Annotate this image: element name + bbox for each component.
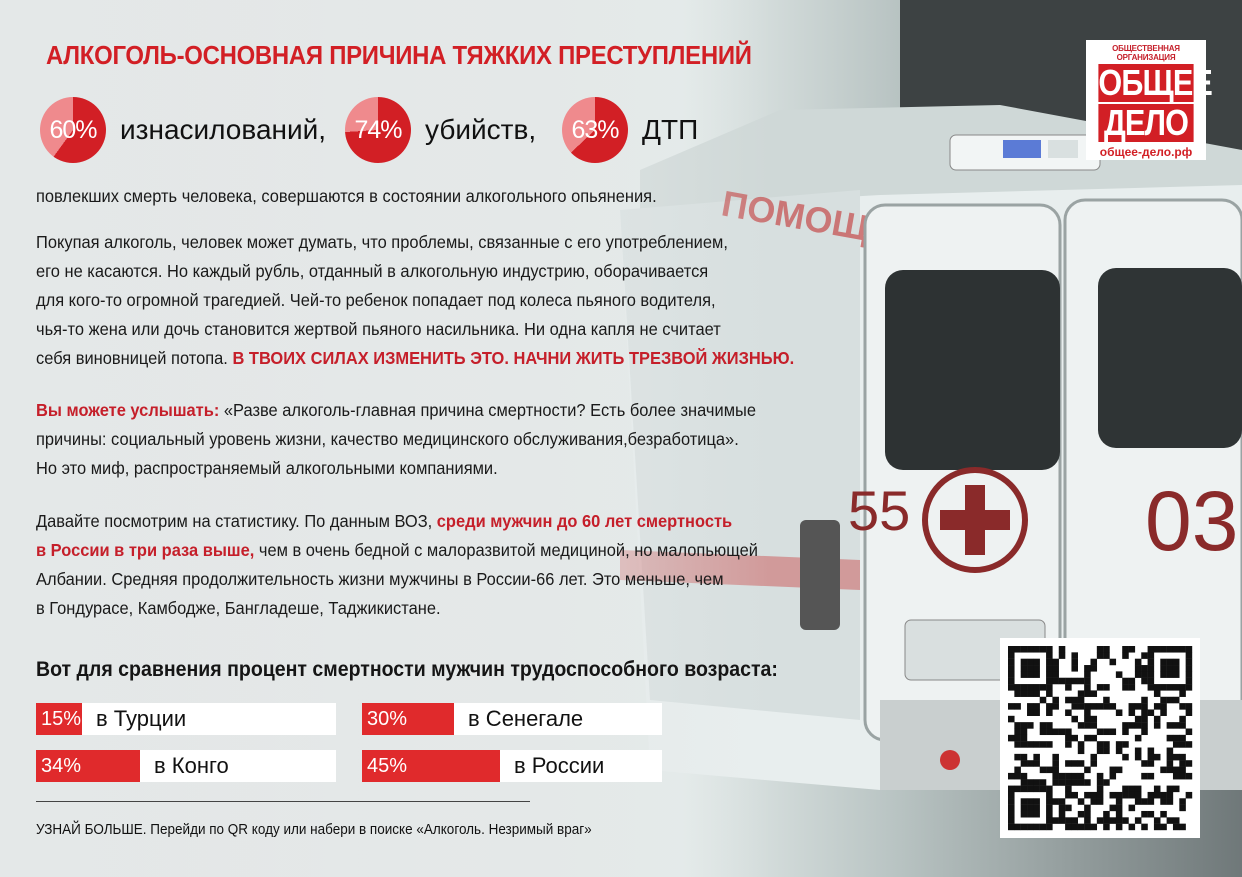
qr-code[interactable]	[1000, 638, 1200, 838]
paragraph-line: чья-то жена или дочь становится жертвой пьяного насильника. Ни одна капля не считает	[36, 319, 721, 339]
bar-country: в Конго	[154, 753, 229, 778]
paragraph-line: Албании. Средняя продолжительность жизни мужчины в России-66 лет. Это меньше, чем	[36, 569, 724, 589]
paragraph-highlight: среди мужчин до 60 лет смертность	[436, 511, 733, 531]
stats-caption: повлекших смерть человека, совершаются в состоянии алкогольного опьянения.	[36, 186, 657, 206]
bar-country: в Турции	[96, 706, 187, 731]
bar-fill	[362, 703, 454, 735]
paragraph-line	[36, 396, 756, 426]
paragraph-line: Но это миф, распространяемый алкогольными компаниями.	[36, 458, 498, 478]
bar-percent: 34%	[41, 754, 82, 777]
comparison-bar-senegal	[362, 703, 662, 735]
paragraph-line: для кого-то огромной трагедией. Чей-то ребенок попадает под колеса пьяного водителя,	[36, 290, 716, 310]
paragraph-line	[36, 507, 732, 537]
comparison-bar-turkey	[36, 703, 336, 735]
page-title: АЛКОГОЛЬ-ОСНОВНАЯ ПРИЧИНА ТЯЖКИХ ПРЕСТУПЛЕНИЙ	[46, 40, 752, 70]
bar-country: в России	[514, 753, 605, 778]
logo-line1: ОБЩЕЕ	[1098, 62, 1212, 103]
bar-fill	[36, 703, 82, 735]
comparison-title: Вот для сравнения процент смертности мужчин трудоспособного возраста:	[36, 658, 778, 681]
stat-percent: 63%	[571, 115, 619, 144]
paragraph-line: в Гондурасе, Камбодже, Бангладеше, Таджикистане.	[36, 598, 441, 618]
comparison-bar-congo	[36, 750, 336, 782]
pie-icon	[562, 97, 628, 163]
paragraph-text: «Разве алкоголь-главная причина смертности? Есть более значимые	[219, 400, 756, 420]
paragraph-line	[36, 344, 794, 374]
bar-percent: 30%	[367, 707, 408, 730]
logo-org-label: ОБЩЕСТВЕННАЯ ОРГАНИЗАЦИЯ	[1112, 44, 1180, 62]
logo-line2: ДЕЛО	[1098, 104, 1193, 142]
bar-percent: 15%	[41, 707, 82, 730]
paragraph-lead: Вы можете услышать:	[36, 400, 220, 420]
divider	[36, 801, 530, 802]
stat-murder	[345, 95, 536, 165]
stat-accidents	[562, 95, 698, 165]
bar-percent: 45%	[367, 754, 408, 777]
paragraph-text: чем в очень бедной с малоразвитой медициной, но малопьющей	[254, 540, 758, 560]
stat-rape	[40, 95, 326, 165]
pie-icon	[40, 97, 106, 163]
paragraph-line	[36, 536, 758, 566]
bar-fill	[362, 750, 500, 782]
paragraph-text: Давайте посмотрим на статистику. По данным ВОЗ,	[36, 511, 437, 531]
logo-site: общее-дело.рф	[1099, 145, 1193, 159]
paragraph-text: себя виновницей потопа.	[36, 348, 228, 368]
organization-logo[interactable]	[1086, 40, 1212, 160]
stat-percent: 74%	[354, 115, 402, 144]
paragraph-line: Покупая алкоголь, человек может думать, что проблемы, связанные с его употреблением,	[36, 232, 728, 252]
stat-label: ДТП	[642, 114, 699, 145]
stat-label: изнасилований,	[120, 114, 327, 145]
pie-icon	[345, 97, 411, 163]
stat-percent: 60%	[49, 115, 97, 144]
paragraph-line: причины: социальный уровень жизни, качество медицинского обслуживания,безработица».	[36, 429, 739, 449]
stat-label: убийств,	[425, 114, 537, 145]
paragraph-highlight: в России в три раза выше,	[36, 540, 255, 560]
call-to-action: В ТВОИХ СИЛАХ ИЗМЕНИТЬ ЭТО. НАЧНИ ЖИТЬ ТРЕЗВОЙ ЖИЗНЬЮ.	[232, 348, 795, 368]
bar-fill	[36, 750, 140, 782]
footer-text: УЗНАЙ БОЛЬШЕ. Перейди по QR коду или набери в поиске «Алкоголь. Незримый враг»	[36, 821, 592, 838]
paragraph-line: его не касаются. Но каждый рубль, отданный в алкогольную индустрию, оборачивается	[36, 261, 709, 281]
comparison-bar-russia	[362, 750, 662, 782]
bar-country: в Сенегале	[468, 706, 584, 731]
